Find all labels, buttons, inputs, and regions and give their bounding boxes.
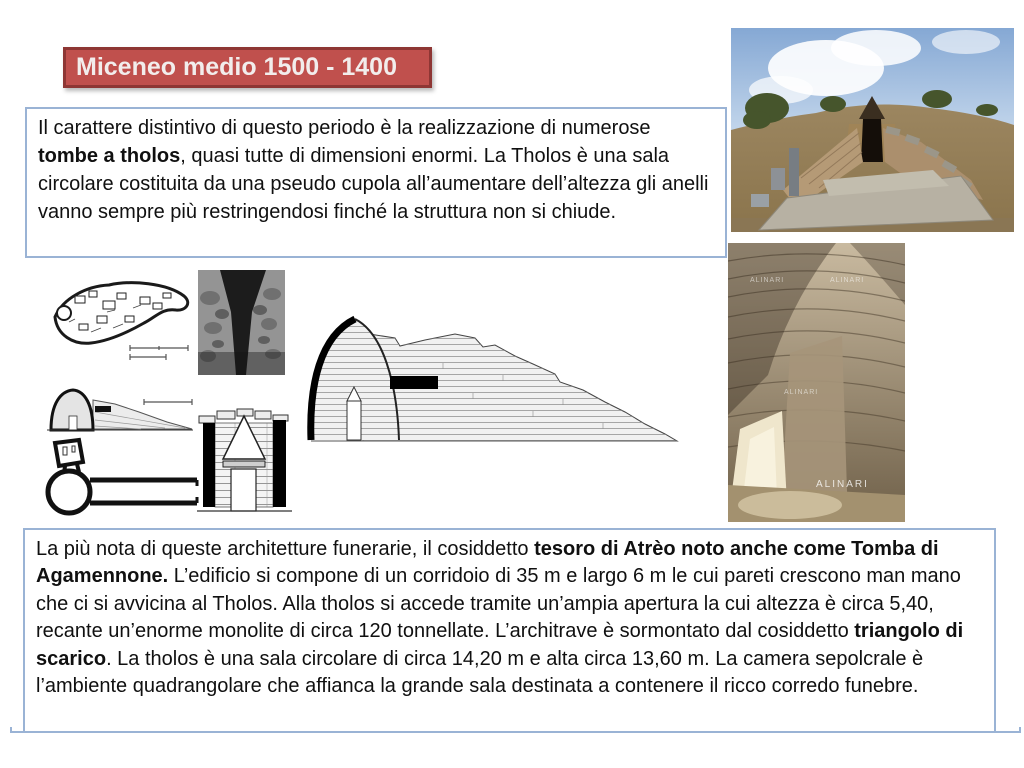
detail-paragraph <box>36 536 983 700</box>
watermark-text: ALINARI <box>816 479 869 490</box>
text-run: , quasi tutte di dimensioni enormi. La Tholos è una sala circolare costituita da una pseudo cupola all’aumentare dell’altezza gli anelli vanno sempre più restringendosi finché la struttura non si chiude. <box>38 145 709 223</box>
text-run: Il carattere distintivo di questo periodo è la realizzazione di numerose <box>38 117 651 139</box>
watermark-text: ALINARI <box>750 277 785 284</box>
chamber-detail <box>63 447 67 455</box>
vault-photo <box>198 270 285 375</box>
facade-graphic <box>197 407 292 513</box>
entrance-photo-graphic <box>731 28 1014 232</box>
lintel <box>95 406 111 412</box>
large-section-drawing <box>303 303 680 455</box>
right-pylon <box>273 420 286 507</box>
scale-bar <box>142 396 194 408</box>
side-chamber <box>55 440 83 466</box>
text-run-bold: tombe a tholos <box>38 145 181 167</box>
lintel <box>223 461 265 467</box>
tholos-plan-graphic <box>43 436 203 518</box>
large-section-graphic <box>303 303 680 455</box>
small-section-graphic <box>45 386 195 433</box>
text-run-bold: tesoro di Atrèo noto anche come Tomba di Agamennone. <box>36 538 939 588</box>
vault-photo-graphic <box>198 270 285 375</box>
citadel-wall <box>55 283 188 344</box>
text-run: La più nota di queste architetture funerarie, il cosiddetto <box>36 538 535 560</box>
circular-chamber <box>48 471 90 513</box>
bastion <box>57 306 71 320</box>
text-run: L’edificio si compone di un corridoio di 35 m e largo 6 m le cui pareti crescono man mano che ci si avvicina al Tholos. Alla tholos si accede tramite un’ampia apertura la cui altezza è circa 5,40, recante un’enorme monolite di circa 120 tonnellate. L’architrave è sormontato dal cosiddetto <box>36 565 961 643</box>
small-section-drawing <box>45 386 195 433</box>
watermark-text: ALINARI <box>830 277 865 284</box>
entrance-photo <box>731 28 1014 232</box>
lintel-block <box>390 376 438 389</box>
intro-text-box <box>25 107 727 258</box>
floor-light <box>738 491 842 519</box>
doorway <box>231 469 256 511</box>
tholos-plan-drawing <box>43 436 203 518</box>
dome-door <box>69 416 77 430</box>
scale-bar-graphic <box>128 344 192 362</box>
title-box <box>63 47 432 88</box>
scale-bar <box>128 344 192 362</box>
watermark-text: ALINARI <box>784 389 819 396</box>
detail-text-box <box>23 528 996 733</box>
interior-photo <box>728 243 905 522</box>
scale-bar-graphic <box>142 396 194 408</box>
text-run: . La tholos è una sala circolare di circa 14,20 m e alta circa 13,60 m. La camera sepolcrale è l’ambiente quadrangolare che affianca la grande sala destinata a contenere il ricco corredo funebre. <box>36 647 924 698</box>
vault-bottom-shade <box>198 352 285 375</box>
left-pylon <box>203 423 215 507</box>
text-run-bold: triangolo di scarico <box>36 620 964 670</box>
slide-title: Miceneo medio 1500 - 1400 <box>76 53 397 81</box>
doorway <box>347 401 361 440</box>
intro-paragraph <box>38 114 714 226</box>
doorway <box>861 119 883 162</box>
chamber-detail <box>72 446 75 452</box>
facade-elevation-drawing <box>197 407 292 513</box>
